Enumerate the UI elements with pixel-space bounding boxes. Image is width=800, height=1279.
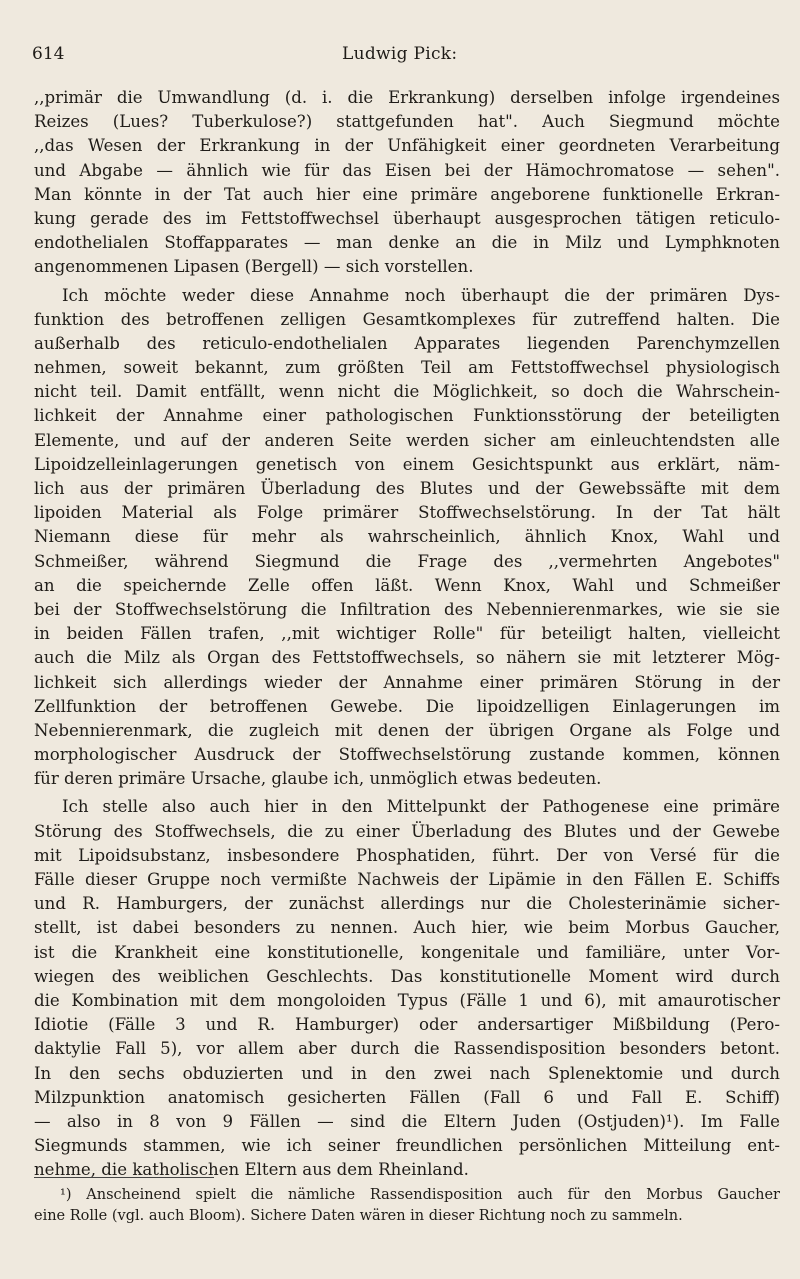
- text-line: Fälle dieser Gruppe noch vermißte Nachweis der Lipämie in den Fällen E. Schiffs: [34, 870, 780, 889]
- text-line: Lipoidzelleinlagerungen genetisch von einem Gesichtspunkt aus erklärt, näm-: [34, 454, 780, 474]
- text-line: Störung des Stoffwechsels, die zu einer Überladung des Blutes und der Gewebe: [34, 821, 780, 841]
- text-line: Zellfunktion der betroffenen Gewebe. Die lipoidzelligen Einlagerungen im: [34, 696, 780, 716]
- text-line: In den sechs obduzierten und in den zwei nach Splenektomie und durch: [34, 1063, 780, 1083]
- text-line: auch die Milz als Organ des Fettstoffwechsels, so nähern sie mit letzterer Mög-: [34, 648, 780, 668]
- text-line: endothelialen Stoffapparates — man denke an die in Milz und Lymphknoten: [34, 233, 780, 253]
- text-line: funktion des betroffenen zelligen Gesamtkomplexes für zutreffend halten. Die: [34, 309, 780, 329]
- text-line: ist die Krankheit eine konstitutionelle, kongenitale und familiäre, unter Vor-: [34, 942, 780, 962]
- text-line: Ich möchte weder diese Annahme noch überhaupt die der primären Dys-: [62, 285, 780, 305]
- text-line: Schmeißer, während Siegmund die Frage des ,,vermehrten Angebotes": [34, 551, 780, 571]
- paragraph: [34, 86, 780, 280]
- text-line: Elemente, und auf der anderen Seite werden sicher am einleuchtendsten alle: [34, 430, 780, 450]
- footnote-rule: [34, 1177, 214, 1178]
- text-line: ,,das Wesen der Erkrankung in der Unfähigkeit einer geordneten Verarbeitung: [34, 136, 780, 156]
- text-line: Man könnte in der Tat auch hier eine primäre angeborene funktionelle Erkran-: [34, 184, 780, 204]
- text-line: Niemann diese für mehr als wahrscheinlich, ähnlich Knox, Wahl und: [34, 527, 780, 547]
- text-line: Idiotie (Fälle 3 und R. Hamburger) oder andersartiger Mißbildung (Pero-: [34, 1015, 780, 1035]
- page-header: [32, 44, 780, 68]
- text-line: Nebennierenmark, die zugleich mit denen der übrigen Organe als Folge und: [34, 720, 780, 740]
- text-line: mit Lipoidsubstanz, insbesondere Phosphatiden, führt. Der von Versé für die: [34, 845, 780, 865]
- text-line: in beiden Fällen trafen, ,,mit wichtiger Rolle" für beteiligt halten, vielleicht: [34, 624, 780, 644]
- text-line: daktylie Fall 5), vor allem aber durch die Rassendisposition besonders betont.: [34, 1039, 780, 1059]
- text-line: Milzpunktion anatomisch gesicherten Fällen (Fall 6 und Fall E. Schiff): [34, 1087, 780, 1107]
- text-line: Reizes (Lues? Tuberkulose?) stattgefunden hat". Auch Siegmund möchte: [34, 112, 780, 132]
- text-line: — also in 8 von 9 Fällen — sind die Eltern Juden (Ostjuden)¹). Im Falle: [34, 1111, 780, 1131]
- text-line: nehmen, soweit bekannt, zum größten Teil am Fettstoffwechsel physiologisch: [34, 358, 780, 378]
- running-head: Ludwig Pick:: [342, 44, 458, 64]
- text-line: nehme, die katholischen Eltern aus dem Rheinland.: [34, 1160, 469, 1180]
- footnote-line: eine Rolle (vgl. auch Bloom). Sichere Daten wären in dieser Richtung noch zu sammeln.: [34, 1208, 683, 1224]
- text-line: lipoiden Material als Folge primärer Stoffwechselstörung. In der Tat hält: [34, 503, 780, 523]
- text-line: und Abgabe — ähnlich wie für das Eisen bei der Hämochromatose — sehen".: [34, 160, 780, 180]
- text-line: bei der Stoffwechselstörung die Infiltration des Nebennierenmarkes, wie sie sie: [34, 599, 780, 619]
- paragraph: [34, 284, 780, 792]
- text-line: und R. Hamburgers, der zunächst allerdings nur die Cholesterinämie sicher-: [34, 894, 780, 914]
- footnote-line: ¹) Anscheinend spielt die nämliche Rassendisposition auch für den Morbus Gaucher: [60, 1187, 780, 1203]
- text-line: angenommenen Lipasen (Bergell) — sich vorstellen.: [34, 257, 474, 277]
- text-line: außerhalb des reticulo-endothelialen Apparates liegenden Parenchymzellen: [34, 333, 780, 353]
- text-line: wiegen des weiblichen Geschlechts. Das konstitutionelle Moment wird durch: [34, 966, 780, 986]
- text-line: ,,primär die Umwandlung (d. i. die Erkrankung) derselben infolge irgendeines: [34, 88, 780, 107]
- text-line: die Kombination mit dem mongoloiden Typus (Fälle 1 und 6), mit amaurotischer: [34, 990, 780, 1010]
- text-line: lich aus der primären Überladung des Blutes und der Gewebssäfte mit dem: [34, 479, 780, 498]
- text-line: Ich stelle also auch hier in den Mittelpunkt der Pathogenese eine primäre: [62, 797, 780, 817]
- text-line: für deren primäre Ursache, glaube ich, unmöglich etwas bedeuten.: [34, 769, 602, 789]
- text-line: kung gerade des im Fettstoffwechsel überhaupt ausgesprochen tätigen reticulo-: [34, 208, 780, 228]
- paragraph: [34, 795, 780, 1182]
- text-line: lichkeit sich allerdings wieder der Annahme einer primären Störung in der: [34, 672, 780, 692]
- page-number: 614: [32, 44, 65, 64]
- text-line: nicht teil. Damit entfällt, wenn nicht die Möglichkeit, so doch die Wahrschein-: [34, 382, 780, 402]
- text-line: an die speichernde Zelle offen läßt. Wenn Knox, Wahl und Schmeißer: [34, 575, 780, 595]
- text-line: morphologischer Ausdruck der Stoffwechselstörung zustande kommen, können: [34, 745, 780, 765]
- footnote: [34, 1185, 780, 1227]
- text-line: Siegmunds stammen, wie ich seiner freundlichen persönlichen Mitteilung ent-: [34, 1136, 780, 1156]
- body-text: [34, 86, 780, 1182]
- text-line: lichkeit der Annahme einer pathologischen Funktionsstörung der beteiligten: [34, 406, 780, 426]
- text-line: stellt, ist dabei besonders zu nennen. Auch hier, wie beim Morbus Gaucher,: [34, 918, 780, 938]
